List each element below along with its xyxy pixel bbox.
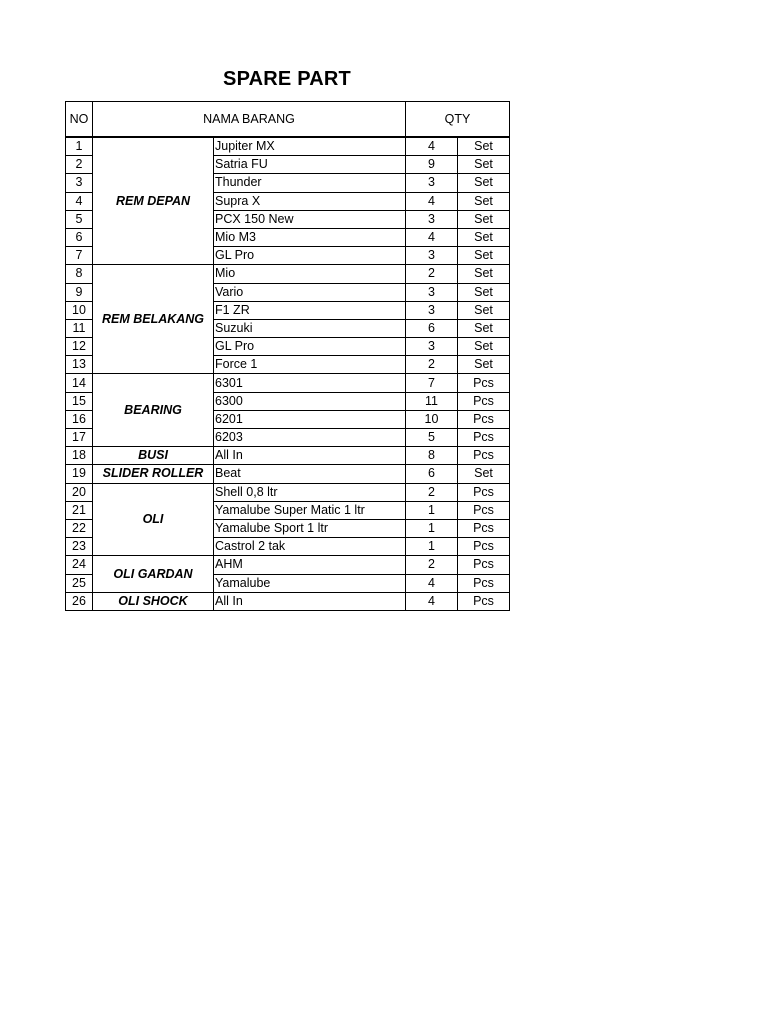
item-qty: 5 bbox=[406, 429, 458, 447]
item-unit: Set bbox=[458, 356, 510, 374]
item-unit: Pcs bbox=[458, 374, 510, 392]
item-qty: 3 bbox=[406, 338, 458, 356]
row-number: 25 bbox=[66, 574, 93, 592]
item-qty: 2 bbox=[406, 356, 458, 374]
item-qty: 3 bbox=[406, 283, 458, 301]
item-unit: Set bbox=[458, 319, 510, 337]
item-name: All In bbox=[214, 592, 406, 610]
item-qty: 4 bbox=[406, 574, 458, 592]
item-unit: Pcs bbox=[458, 392, 510, 410]
item-name: Shell 0,8 ltr bbox=[214, 483, 406, 501]
item-qty: 4 bbox=[406, 192, 458, 210]
item-unit: Pcs bbox=[458, 592, 510, 610]
table-row bbox=[66, 137, 510, 156]
item-unit: Set bbox=[458, 192, 510, 210]
spare-part-table bbox=[65, 101, 510, 611]
row-number: 12 bbox=[66, 338, 93, 356]
item-qty: 3 bbox=[406, 301, 458, 319]
item-unit: Pcs bbox=[458, 519, 510, 537]
item-qty: 3 bbox=[406, 247, 458, 265]
item-name: GL Pro bbox=[214, 247, 406, 265]
item-unit: Set bbox=[458, 301, 510, 319]
row-number: 7 bbox=[66, 247, 93, 265]
item-unit: Pcs bbox=[458, 538, 510, 556]
item-unit: Pcs bbox=[458, 574, 510, 592]
item-qty: 10 bbox=[406, 410, 458, 428]
item-name: Suzuki bbox=[214, 319, 406, 337]
item-unit: Set bbox=[458, 156, 510, 174]
item-name: Supra X bbox=[214, 192, 406, 210]
item-qty: 4 bbox=[406, 137, 458, 156]
header-qty: QTY bbox=[406, 102, 510, 138]
item-name: GL Pro bbox=[214, 338, 406, 356]
row-number: 14 bbox=[66, 374, 93, 392]
item-name: 6201 bbox=[214, 410, 406, 428]
item-name: Yamalube Super Matic 1 ltr bbox=[214, 501, 406, 519]
item-qty: 11 bbox=[406, 392, 458, 410]
row-number: 21 bbox=[66, 501, 93, 519]
item-unit: Set bbox=[458, 137, 510, 156]
item-name: 6301 bbox=[214, 374, 406, 392]
item-unit: Set bbox=[458, 283, 510, 301]
row-number: 10 bbox=[66, 301, 93, 319]
header-row bbox=[66, 102, 510, 138]
item-qty: 2 bbox=[406, 556, 458, 574]
item-name: AHM bbox=[214, 556, 406, 574]
row-number: 6 bbox=[66, 228, 93, 246]
category-cell: BEARING bbox=[93, 374, 214, 447]
item-qty: 4 bbox=[406, 228, 458, 246]
row-number: 4 bbox=[66, 192, 93, 210]
row-number: 15 bbox=[66, 392, 93, 410]
row-number: 3 bbox=[66, 174, 93, 192]
item-qty: 1 bbox=[406, 501, 458, 519]
header-nama-barang: NAMA BARANG bbox=[93, 102, 406, 138]
item-qty: 8 bbox=[406, 447, 458, 465]
item-name: Yamalube bbox=[214, 574, 406, 592]
header-no: NO bbox=[66, 102, 93, 138]
table-row bbox=[66, 592, 510, 610]
item-name: Thunder bbox=[214, 174, 406, 192]
row-number: 8 bbox=[66, 265, 93, 283]
row-number: 24 bbox=[66, 556, 93, 574]
item-qty: 6 bbox=[406, 465, 458, 483]
table-row bbox=[66, 447, 510, 465]
item-qty: 2 bbox=[406, 265, 458, 283]
item-unit: Pcs bbox=[458, 410, 510, 428]
table-row bbox=[66, 374, 510, 392]
row-number: 9 bbox=[66, 283, 93, 301]
row-number: 19 bbox=[66, 465, 93, 483]
item-name: F1 ZR bbox=[214, 301, 406, 319]
table-row bbox=[66, 556, 510, 574]
item-unit: Pcs bbox=[458, 483, 510, 501]
item-unit: Set bbox=[458, 265, 510, 283]
item-qty: 1 bbox=[406, 519, 458, 537]
item-unit: Pcs bbox=[458, 501, 510, 519]
item-name: 6300 bbox=[214, 392, 406, 410]
item-name: Castrol 2 tak bbox=[214, 538, 406, 556]
category-cell: BUSI bbox=[93, 447, 214, 465]
item-unit: Set bbox=[458, 247, 510, 265]
item-name: Yamalube Sport 1 ltr bbox=[214, 519, 406, 537]
table-row bbox=[66, 483, 510, 501]
category-cell: REM DEPAN bbox=[93, 137, 214, 265]
item-name: Mio bbox=[214, 265, 406, 283]
row-number: 23 bbox=[66, 538, 93, 556]
category-cell: OLI GARDAN bbox=[93, 556, 214, 592]
item-name: Satria FU bbox=[214, 156, 406, 174]
row-number: 11 bbox=[66, 319, 93, 337]
item-name: 6203 bbox=[214, 429, 406, 447]
table-row bbox=[66, 465, 510, 483]
item-qty: 6 bbox=[406, 319, 458, 337]
row-number: 16 bbox=[66, 410, 93, 428]
item-name: Jupiter MX bbox=[214, 137, 406, 156]
category-cell: OLI SHOCK bbox=[93, 592, 214, 610]
row-number: 13 bbox=[66, 356, 93, 374]
item-unit: Set bbox=[458, 465, 510, 483]
item-qty: 9 bbox=[406, 156, 458, 174]
row-number: 2 bbox=[66, 156, 93, 174]
item-qty: 3 bbox=[406, 174, 458, 192]
row-number: 20 bbox=[66, 483, 93, 501]
item-qty: 1 bbox=[406, 538, 458, 556]
row-number: 26 bbox=[66, 592, 93, 610]
item-qty: 3 bbox=[406, 210, 458, 228]
row-number: 17 bbox=[66, 429, 93, 447]
item-name: All In bbox=[214, 447, 406, 465]
item-name: PCX 150 New bbox=[214, 210, 406, 228]
item-unit: Pcs bbox=[458, 429, 510, 447]
row-number: 1 bbox=[66, 137, 93, 156]
category-cell: OLI bbox=[93, 483, 214, 556]
item-unit: Pcs bbox=[458, 447, 510, 465]
table-row bbox=[66, 265, 510, 283]
row-number: 5 bbox=[66, 210, 93, 228]
item-name: Vario bbox=[214, 283, 406, 301]
item-unit: Set bbox=[458, 174, 510, 192]
item-unit: Set bbox=[458, 338, 510, 356]
category-cell: REM BELAKANG bbox=[93, 265, 214, 374]
page-title: SPARE PART bbox=[223, 68, 351, 90]
category-cell: SLIDER ROLLER bbox=[93, 465, 214, 483]
item-name: Mio M3 bbox=[214, 228, 406, 246]
item-qty: 4 bbox=[406, 592, 458, 610]
item-name: Beat bbox=[214, 465, 406, 483]
item-qty: 2 bbox=[406, 483, 458, 501]
row-number: 22 bbox=[66, 519, 93, 537]
row-number: 18 bbox=[66, 447, 93, 465]
item-unit: Set bbox=[458, 210, 510, 228]
item-unit: Pcs bbox=[458, 556, 510, 574]
item-unit: Set bbox=[458, 228, 510, 246]
item-qty: 7 bbox=[406, 374, 458, 392]
table-body bbox=[66, 137, 510, 610]
item-name: Force 1 bbox=[214, 356, 406, 374]
